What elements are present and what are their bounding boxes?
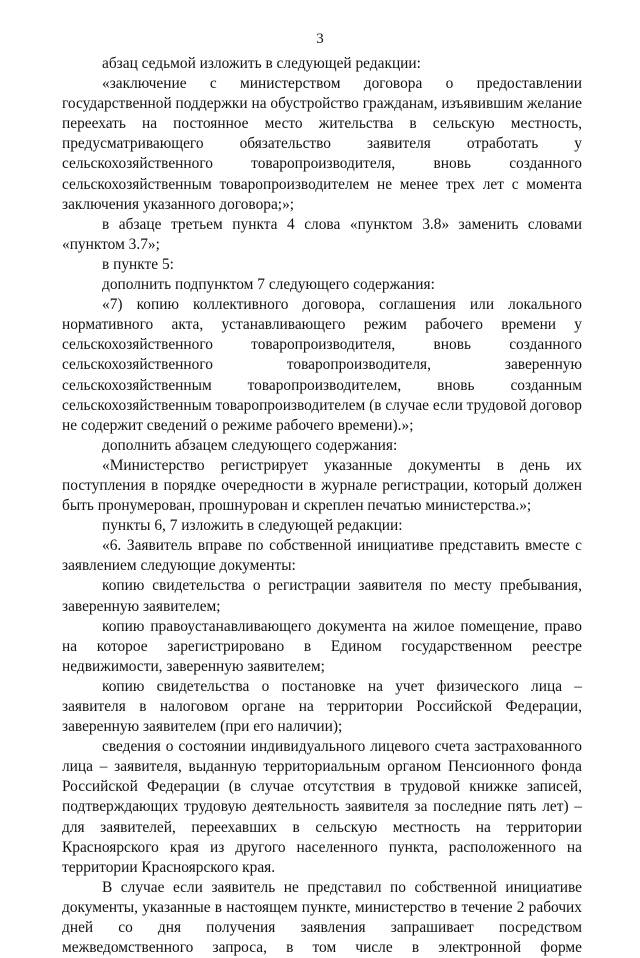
- paragraph-1: абзац седьмой изложить в следующей редакции:: [102, 55, 421, 72]
- paragraph-10: «6. Заявитель вправе по собственной инициативе представить вместе с заявлением следующие документы:: [62, 537, 582, 575]
- paragraph-13: копию свидетельства о постановке на учет физического лица – заявителя в налоговом органе на территории Российской Федерации, заверенную заявителем (при его наличии);: [62, 677, 582, 736]
- paragraph-2: «заключение с министерством договора о предоставлении государственной поддержки на обустройство гражданам, изъявившим желание переехать на постоянное место жительства в сельскую местность, предусматривающего обязательство заявителя отработать у сельскохозяйственного товаропроизводителя, вновь созданного сельскохозяйственным товаропроизводителем не менее трех лет с момента заключения указанного договора;»;: [62, 75, 582, 213]
- paragraph-15: В случае если заявитель не представил по собственной инициативе документы, указанные в настоящем пункте, министерство в течение 2 рабочих дней со дня получения заявления запрашивает посредством межведомственного запроса, в том числе в электронной форме: [62, 878, 582, 957]
- paragraph-8: «Министерство регистрирует указанные документы в день их поступления в порядке очередности в журнале регистрации, который должен быть пронумерован, прошнурован и скреплен печатью министерства.»;: [62, 456, 582, 515]
- paragraph-6: «7) копию коллективного договора, соглашения или локального нормативного акта, устанавливающего режим рабочего времени у сельскохозяйственного товаропроизводителя, вновь созданного сельскохозяйственного товаропроизводителя, заверенную сельскохозяйственным товаропроизводителем, вновь созданным сельскохозяйственным товаропроизводителем (в случае если трудовой договор не содержит сведений о режиме рабочего времени).»;: [62, 296, 582, 434]
- paragraph-7: дополнить абзацем следующего содержания:: [102, 436, 398, 454]
- paragraph-9: пункты 6, 7 изложить в следующей редакции:: [102, 517, 403, 535]
- paragraph-14: сведения о состоянии индивидуального лицевого счета застрахованного лица – заявителя, выданную территориальным органом Пенсионного фонда Российской Федерации (в случае отсутствия в трудовой книжке записей, подтверждающих трудовую деятельность заявителя за последние пять лет) – для заявителей, переехавших в сельскую местность на территории Красноярского края из другого населенного пункта, расположенного на территории Красноярского края.: [62, 738, 582, 876]
- paragraph-3: в абзаце третьем пункта 4 слова «пунктом 3.8» заменить словами «пунктом 3.7»;: [62, 215, 582, 253]
- paragraph-11: копию свидетельства о регистрации заявителя по месту пребывания, заверенную заявителем;: [62, 577, 582, 615]
- paragraph-4: в пункте 5:: [102, 255, 174, 273]
- document-body: [62, 54, 582, 958]
- paragraph-5: дополнить подпунктом 7 следующего содержания:: [102, 276, 435, 294]
- paragraph-12: копию правоустанавливающего документа на жилое помещение, право на которое зарегистрировано в Едином государственном реестре недвижимости, заверенную заявителем;: [62, 617, 582, 675]
- page-number: 3: [316, 31, 324, 47]
